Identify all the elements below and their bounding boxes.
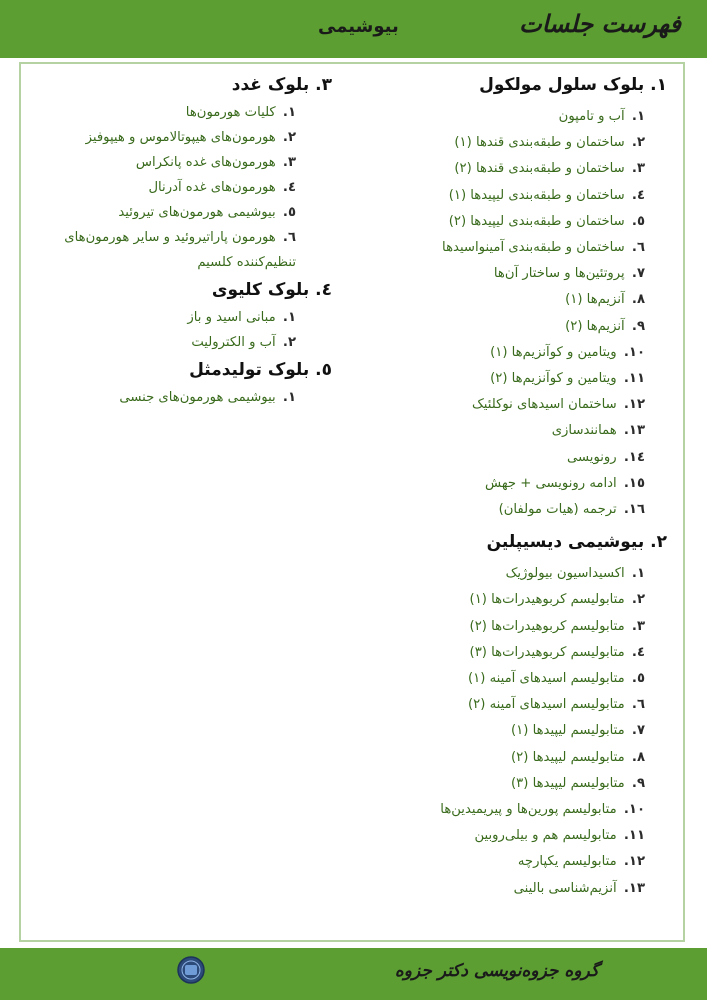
session-label: آب و تامپون — [558, 109, 625, 124]
session-number: ۱. — [282, 105, 296, 120]
session-label: متابولیسم یکپارچه — [517, 854, 617, 870]
session-label: متابولیسم لیپیدها (۲) — [511, 749, 625, 765]
session-label: آب و الکترولیت — [191, 335, 276, 350]
session-number: ٥. — [631, 213, 645, 229]
session-label: رونویسی — [567, 449, 617, 465]
session-label: بیوشیمی هورمون‌های جنسی — [119, 390, 276, 405]
session-item — [62, 125, 332, 150]
session-number: ۸. — [631, 292, 645, 308]
session-label: متابولیسم کربوهیدرات‌ها (۳) — [469, 644, 625, 660]
session-label: بیوشیمی هورمون‌های تیروئید — [118, 205, 276, 220]
session-number: ۹. — [631, 775, 645, 791]
footer-title: گروه جزوه‌نویسی دکتر جزوه — [394, 961, 599, 981]
session-label: هورمون‌های غده آدرنال — [148, 180, 276, 195]
session-label: همانندسازی — [551, 423, 617, 439]
session-number: ۷. — [631, 266, 645, 282]
session-item — [347, 497, 667, 523]
session-label: ساختمان و طبقه‌بندی آمینواسیدها — [442, 240, 625, 256]
session-item — [347, 692, 667, 718]
session-label: ویتامین و کوآنزیم‌ها (۲) — [490, 371, 617, 387]
session-label: ساختمان و طبقه‌بندی قندها (۲) — [454, 161, 625, 177]
session-block — [62, 72, 332, 275]
session-label: ویتامین و کوآنزیم‌ها (۱) — [490, 344, 617, 360]
session-number: ۱۱. — [623, 828, 645, 844]
session-number: ٦. — [282, 230, 296, 245]
session-label: هورمون‌های هیپوتالاموس و هیپوفیز — [85, 130, 276, 145]
session-item — [347, 235, 667, 261]
session-label: ساختمان اسیدهای نوکلئیک — [471, 397, 617, 413]
session-item — [347, 287, 667, 313]
session-item — [62, 150, 332, 175]
session-number: ٤. — [631, 644, 645, 660]
session-label: متابولیسم کربوهیدرات‌ها (۲) — [469, 618, 625, 634]
session-item — [347, 561, 667, 587]
session-label: هورمون پاراتیروئید و سایر هورمون‌های تنظیم‌کننده کلسیم — [64, 230, 296, 270]
session-number: ۱. — [631, 109, 645, 124]
session-number: ۱۱. — [623, 371, 645, 387]
session-item — [347, 823, 667, 849]
session-item — [62, 305, 332, 330]
session-item — [347, 797, 667, 823]
session-label: متابولیسم لیپیدها (۱) — [511, 723, 625, 739]
session-label: متابولیسم پورین‌ها و پیریمیدین‌ها — [440, 802, 617, 818]
block-title: ۱. بلوک سلول مولکول — [479, 75, 667, 95]
session-block — [62, 357, 332, 410]
session-number: ٥. — [631, 671, 645, 687]
session-number: ۱. — [282, 310, 296, 325]
session-item — [62, 385, 332, 410]
session-item — [347, 209, 667, 235]
session-item — [347, 314, 667, 340]
session-item — [347, 876, 667, 902]
session-item — [347, 183, 667, 209]
session-number: ۱. — [631, 566, 645, 582]
session-label: مبانی اسید و باز — [187, 310, 276, 325]
session-item — [62, 225, 332, 275]
session-item — [62, 100, 332, 125]
session-number: ۱. — [282, 390, 296, 405]
session-block — [347, 72, 667, 523]
session-label: اکسیداسیون بیولوژیک — [505, 566, 625, 582]
session-label: پروتئین‌ها و ساختار آن‌ها — [493, 266, 625, 282]
session-label: ساختمان و طبقه‌بندی لیپیدها (۱) — [448, 187, 625, 203]
session-label: متابولیسم کربوهیدرات‌ها (۱) — [469, 592, 625, 608]
session-item — [347, 130, 667, 156]
session-item — [347, 666, 667, 692]
session-label: ساختمان و طبقه‌بندی قندها (۱) — [454, 135, 625, 151]
session-label: متابولیسم هم و بیلی‌روبین — [474, 828, 617, 844]
session-item — [347, 366, 667, 392]
header-bar — [0, 0, 707, 58]
session-number: ۱۰. — [623, 802, 645, 818]
session-item — [347, 471, 667, 497]
session-number: ۱۳. — [623, 880, 645, 896]
session-item — [347, 640, 667, 666]
session-label: کلیات هورمون‌ها — [185, 105, 276, 120]
session-label: آنزیم‌شناسی بالینی — [513, 880, 617, 896]
session-number: ۳. — [631, 161, 645, 177]
session-number: ۱٥. — [623, 475, 645, 491]
session-item — [347, 771, 667, 797]
session-item — [62, 330, 332, 355]
session-number: ۱۳. — [623, 423, 645, 439]
session-number: ٦. — [631, 240, 645, 256]
block-title: ٤. بلوک کلیوی — [211, 280, 332, 300]
session-item — [347, 745, 667, 771]
session-number: ۲. — [282, 130, 296, 145]
session-block — [62, 277, 332, 355]
session-number: ۲. — [282, 335, 296, 350]
session-item — [347, 261, 667, 287]
session-label: هورمون‌های غده پانکراس — [135, 155, 276, 170]
session-item — [347, 418, 667, 444]
session-item — [347, 445, 667, 471]
session-number: ۱۰. — [623, 344, 645, 360]
session-number: ۷. — [631, 723, 645, 739]
block-title: ۳. بلوک غدد — [231, 75, 332, 95]
session-number: ۱٤. — [623, 449, 645, 465]
session-block — [347, 529, 667, 902]
session-number: ۹. — [631, 318, 645, 334]
session-number: ۲. — [631, 592, 645, 608]
session-item — [347, 587, 667, 613]
block-title: ٥. بلوک تولیدمثل — [189, 360, 332, 380]
session-number: ٦. — [631, 697, 645, 713]
footer-bar — [0, 948, 707, 1000]
session-label: متابولیسم اسیدهای آمینه (۲) — [467, 697, 625, 713]
session-label: آنزیم‌ها (۲) — [565, 318, 625, 334]
session-label: متابولیسم اسیدهای آمینه (۱) — [467, 671, 625, 687]
session-item — [347, 849, 667, 875]
session-item — [62, 200, 332, 225]
session-label: آنزیم‌ها (۱) — [565, 292, 625, 308]
session-item — [62, 175, 332, 200]
session-number: ۱۲. — [623, 397, 645, 413]
session-number: ٥. — [282, 205, 296, 220]
subject-title: بیوشیمی — [318, 16, 399, 37]
session-label: ادامه رونویسی + جهش — [485, 475, 617, 491]
session-item — [347, 614, 667, 640]
session-item — [347, 718, 667, 744]
session-label: متابولیسم لیپیدها (۳) — [511, 775, 625, 791]
session-item — [347, 340, 667, 366]
session-number: ٤. — [282, 180, 296, 195]
left-column — [62, 72, 332, 410]
session-number: ۱٦. — [623, 502, 645, 518]
right-column — [347, 72, 667, 902]
session-item — [347, 156, 667, 182]
session-number: ۳. — [282, 155, 296, 170]
session-item — [347, 104, 667, 130]
brand-logo-icon — [172, 954, 210, 994]
session-item — [347, 392, 667, 418]
session-number: ٤. — [631, 187, 645, 203]
session-number: ۸. — [631, 749, 645, 765]
session-label: ساختمان و طبقه‌بندی لیپیدها (۲) — [448, 213, 625, 229]
session-number: ۳. — [631, 618, 645, 634]
session-number: ۱۲. — [623, 854, 645, 870]
block-title: ۲. بیوشیمی دیسیپلین — [486, 532, 667, 553]
session-number: ۲. — [631, 135, 645, 151]
session-label: ترجمه (هیات مولفان) — [498, 502, 617, 518]
page-title: فهرست جلسات — [519, 10, 681, 38]
